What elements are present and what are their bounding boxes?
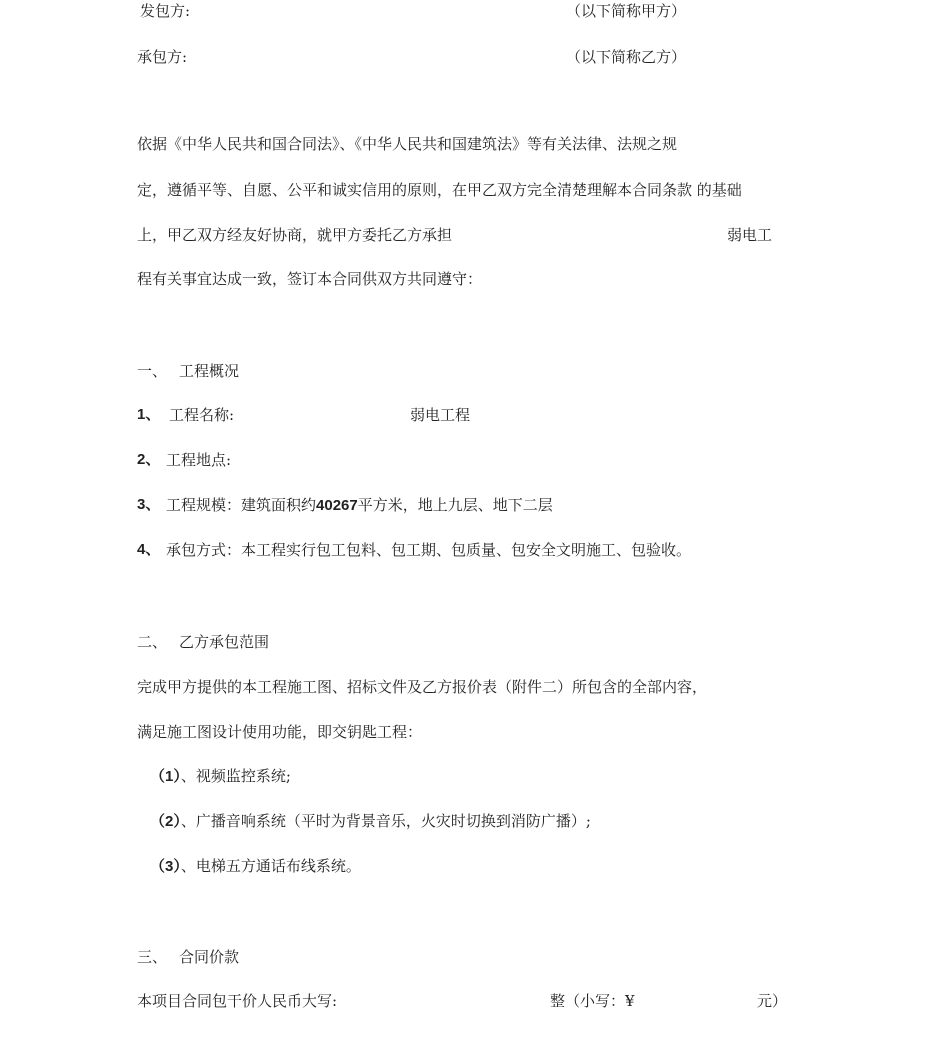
section-1-number: 一、 (137, 362, 168, 380)
section-2-line-2: 满足施工图设计使用功能，即交钥匙工程： (137, 723, 423, 741)
preamble-line-3-start: 上，甲乙双方经友好协商，就甲方委托乙方承担 (137, 226, 453, 244)
system-1 (150, 766, 291, 787)
section-1-heading: 工程概况 (179, 362, 240, 380)
system-3 (150, 856, 361, 877)
preamble-line-2: 定，遵循平等、自愿、公平和诚实信用的原则，在甲乙双方完全清楚理解本合同条款 的基础 (137, 181, 742, 199)
system-3-number: （3） (150, 858, 181, 875)
section-2-heading: 乙方承包范围 (179, 633, 270, 651)
system-1-number: （1） (150, 768, 181, 785)
system-1-text: 、视频监控系统; (180, 767, 291, 785)
section-2-number: 二、 (137, 633, 168, 651)
section-3-number: 三、 (137, 948, 168, 966)
item-2-number: 2、 (137, 451, 161, 468)
preamble-line-3-end: 弱电工 (727, 226, 773, 244)
system-3-text: 、电梯五方通话布线系统。 (180, 857, 361, 875)
item-3-text-before: 工程规模：建筑面积约 (166, 496, 317, 514)
item-3-figure: 40267 (316, 497, 358, 514)
employer-note: （以下简称甲方） (566, 2, 687, 20)
system-2 (150, 811, 591, 832)
preamble-line-4: 程有关事宜达成一致，签订本合同供双方共同遵守： (137, 270, 483, 288)
item-3-number: 3、 (137, 496, 161, 513)
item-3-text (166, 495, 553, 516)
item-4-number: 4、 (137, 541, 161, 558)
item-1-label: 工程名称: (169, 406, 235, 424)
item-2-label: 工程地点: (166, 451, 232, 469)
system-2-number: （2） (150, 813, 181, 830)
item-1-value: 弱电工程 (410, 406, 471, 424)
price-label: 本项目合同包干价人民币大写: (137, 992, 338, 1010)
section-2-line-1: 完成甲方提供的本工程施工图、招标文件及乙方报价表（附件二）所包含的全部内容， (137, 678, 708, 696)
preamble-line-1: 依据《中华人民共和国合同法》、《中华人民共和国建筑法》等有关法律、法规之规 (137, 135, 678, 153)
price-figure-prefix: 整（小写：¥ (550, 992, 635, 1010)
price-unit: 元） (757, 992, 788, 1010)
system-2-text: 、广播音响系统（平时为背景音乐，火灾时切换到消防广播）; (180, 812, 591, 830)
item-3-text-after: 平方米，地上九层、地下二层 (357, 496, 553, 514)
employer-label: 发包方: (140, 2, 191, 20)
section-3-heading: 合同价款 (179, 948, 240, 966)
contractor-note: （以下简称乙方） (566, 48, 687, 66)
contractor-label: 承包方: (137, 48, 188, 66)
item-4-text: 承包方式：本工程实行包工包料、包工期、包质量、包安全文明施工、包验收。 (166, 541, 692, 559)
item-1-number: 1、 (137, 406, 161, 423)
